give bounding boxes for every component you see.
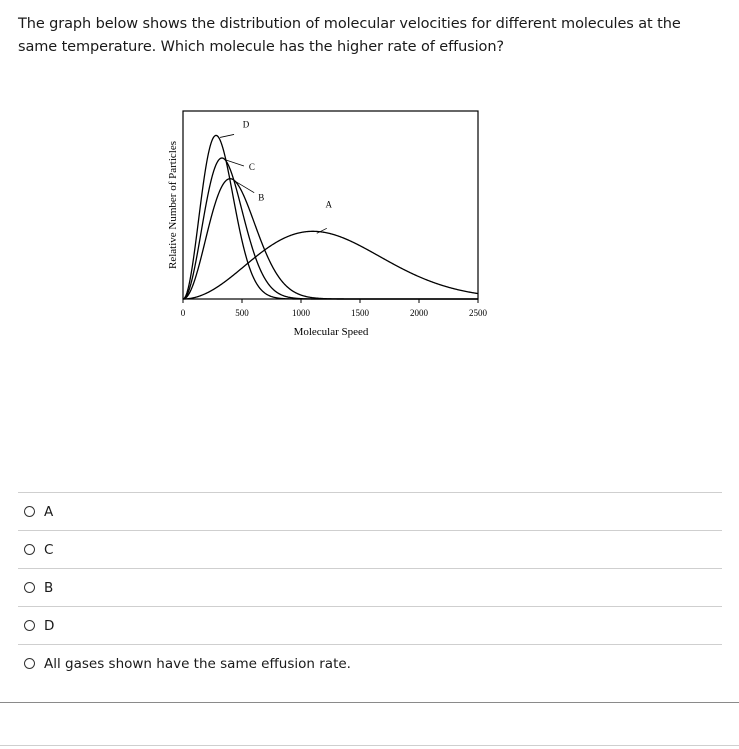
option-label: D <box>44 617 55 634</box>
x-axis-label: Molecular Speed <box>293 326 369 338</box>
option-same-rate[interactable] <box>18 644 722 682</box>
divider <box>0 702 739 703</box>
radio-button[interactable] <box>24 620 35 631</box>
series-label-a: A <box>325 199 333 210</box>
option-label: A <box>44 503 54 520</box>
distribution-curves <box>183 135 478 299</box>
option-label: All gases shown have the same effusion rate. <box>44 655 351 672</box>
option-c[interactable] <box>18 530 722 568</box>
series-label-d: D <box>242 119 250 130</box>
option-b[interactable] <box>18 568 722 606</box>
x-tick-label: 500 <box>235 308 249 318</box>
curve-d <box>183 135 478 299</box>
x-tick-label: 0 <box>180 308 186 318</box>
y-axis-label: Relative Number of Particles <box>167 141 179 269</box>
series-leader-line <box>220 134 234 137</box>
divider <box>0 745 739 746</box>
radio-button[interactable] <box>24 506 35 517</box>
x-tick-label: 1000 <box>292 308 310 318</box>
x-tick-label: 2000 <box>410 308 428 318</box>
x-axis-ticks <box>181 299 488 318</box>
answer-options <box>18 492 722 682</box>
series-label-b: B <box>258 192 265 203</box>
question-text: The graph below shows the distribution of molecular velocities for different molecules at the same temperature. Which molecule has the higher rate of effusion? <box>18 16 681 55</box>
x-tick-label: 2500 <box>469 308 487 318</box>
option-d[interactable] <box>18 606 722 644</box>
option-a[interactable] <box>18 492 722 530</box>
x-tick-label: 1500 <box>351 308 369 318</box>
curve-a <box>183 231 478 299</box>
option-label: B <box>44 579 54 596</box>
radio-button[interactable] <box>24 544 35 555</box>
radio-button[interactable] <box>24 658 35 669</box>
option-label: C <box>44 541 54 558</box>
curve-b <box>183 179 478 299</box>
radio-button[interactable] <box>24 582 35 593</box>
series-label-c: C <box>248 162 255 172</box>
